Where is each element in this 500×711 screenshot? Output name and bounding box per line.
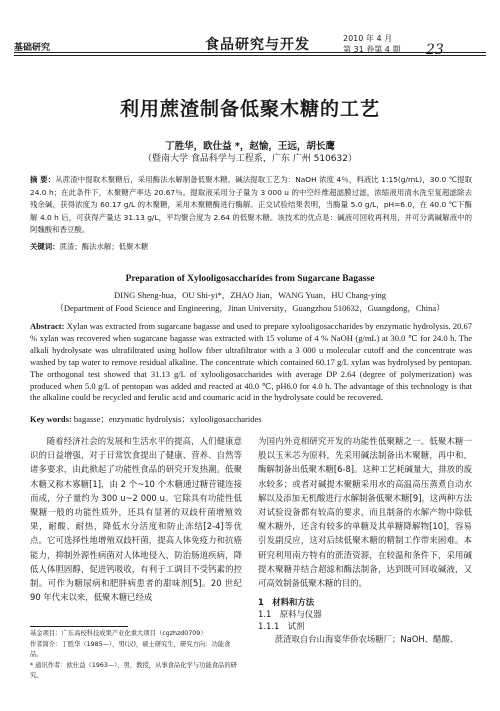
- header-rule: [14, 52, 486, 53]
- article-title: 利用蔗渣制备低聚木糖的工艺: [119, 98, 380, 120]
- english-authors: DING Sheng-hua，OU Shi-yi*，ZHAO Jian，WANG Yuan，HU Chang-ying: [114, 290, 386, 300]
- keywords-cn-text: 蔗渣；酶法水解；低聚木糖: [59, 242, 149, 251]
- page-number: 23: [426, 42, 444, 58]
- english-affiliation: （Department of Food Science and Engineering，Jinan University，Guangzhou 510632，Guangdong，China）: [55, 303, 445, 313]
- header-rule-thin: [14, 55, 486, 56]
- journal-title: 食品研究与开发: [205, 37, 310, 53]
- body-paragraph-reagents: 蔗渣取自台山海宴华侨农场糖厂；NaOH、醋酸、: [274, 634, 459, 645]
- footnote-rule: [30, 626, 128, 627]
- affiliation: （暨南大学 食品科学与工程系，广东 广州 510632）: [143, 154, 357, 164]
- section-heading-1: 1 材料和方法: [258, 597, 315, 608]
- subsection-heading-1-1-1: 1.1.1 试剂: [258, 621, 305, 632]
- abstract-cn-text: 从蔗渣中提取木聚糖后，采用酶法水解制备低聚木糖。碱法提取工艺为：NaOH 浓度 4％，料液比 1:15(g/mL)，30.0 ℃提取 24.0 h；在此条件下，木聚糖产率达 20.67％。提取液采用分子量为 3 000 u 的中空纤维超滤膜过滤，浓缩液用清水洗至复超滤除去残余碱，获得浓度为 60.17 g/L 的木聚糖，采用木聚糖酶进行酶解。正交试验结果表明，当酶量 5.0 g/L，pH=6.0，在 40.0 ℃下酶解 4.0 h 后，可获得产量达 31.13 g/L，平均聚合度为 2.64 的低聚木糖。该技术的优点是：碱液可回收再利用，并可分离碱解液中的阿魏酸和香豆酸。: [30, 175, 472, 235]
- authors: 丁胜华，欧仕益 *，赵愉，王远，胡长鹰: [165, 141, 335, 152]
- issue-date: 2010 年 4 月: [343, 34, 393, 43]
- subsection-heading-1-1: 1.1 原料与仪器: [258, 609, 322, 620]
- footnotes: [30, 629, 242, 682]
- english-title: Preparation of Xylooligosaccharides from Sugarcane Bagasse: [125, 274, 375, 284]
- abstract-cn-label: 摘 要：: [30, 175, 56, 184]
- footnote-author: 作者简介：丁胜华（1985—），男(汉)，硕士研究生，研究方向：功能食品。: [30, 640, 231, 658]
- keywords-en: [30, 413, 472, 425]
- footnote-fund: 基金项目：广东高校科技成果产业化重大项目（cgzhzd0709）: [30, 630, 207, 637]
- keywords-en-text: bagasse；enzymatic hydrolysis；xylooligosaccharides: [73, 414, 262, 424]
- abstract-cn: [30, 174, 472, 237]
- body-paragraph-continued: 为国内外竞相研究开发的功能性低聚糖之一。低聚木糖一般以玉米芯为原料，先采用碱法制备出木聚糖，再中和，酶解制备出低聚木糖[6-8]。这种工艺耗碱量大，排放的废水较多；或者对碱提木聚糖采用水的高温高压蒸煮自动水解以及添加无机酸进行水解制备低聚木糖[9]，这两种方法对试验设备都有较高的要求，而且制备的水解产物中除低聚木糖外，还含有较多的单糖及其单糖降解物[10]，容易引发副反应，这对后续低聚木糖的精制工作带来困难。本研究利用南方特有的蔗渣资源，在较温和条件下，采用碱提木聚糖并结合超滤和酶法制备，达到既可回收碱液，又可高效制备低聚木糖的目的。: [258, 436, 472, 589]
- abstract-en: [30, 321, 472, 404]
- footnote-corresponding: * 通讯作者：欧仕益（1963—），男，教授，从事食品化学与功能食品的研究。: [30, 661, 237, 679]
- body-column-left: [30, 434, 242, 604]
- keywords-en-label: Key words:: [30, 414, 72, 424]
- keywords-cn-label: 关键词：: [30, 242, 60, 251]
- abstract-en-text: Xylan was extracted from sugarcane bagasse and used to prepare xylooligosaccharides by enzymatic hydrolysis. 20.67 % xylan was recovered when sugarcane bagasse was extracted with 15 volume of 4 % NaOH (g/mL) at 30.0 ℃ for 24.0 h. The alkali hydrolysate was ultrafiltrated using hollow fiber ultrafiltrator with a 3 000 u molecular cutoff and the concentrate was washed by tap water to remove residual alkaline. The concentrate which contained 60.17 g/L xylan was hydrolysed by pentopan. The orthogonal test showed that 31.13 g/L of xylooligosaccharides with average DP 2.64 (degree of polymerization) was produced when 5.0 g/L of pentopan was added and reacted at 40.0 ℃, pH6.0 for 4.0 h. The advantage of this technology is that the alkaline could be recycled and ferulic acid and coumaric acid in the hydrolysate could be recovered.: [30, 321, 472, 403]
- section-label: 基础研究: [14, 43, 51, 53]
- body-paragraph-intro: 随着经济社会的发展和生活水平的提高，人们健康意识的日益增强，对于日常饮食提出了健康、营养、自然等诸多要求，由此掀起了功能性食品的研究开发热潮。低聚木糖又称木寡糖[1]，由 2 个~10 个木糖通过糖苷键连接而成，分子量约为 300 u~2 000 u。它除具有功能性低聚糖一般的功能性质外，还具有显著的双歧杆菌增殖效果，耐酸、耐热，降低水分活度和防止冻结[2-4]等优点。它可选择性地增殖双歧杆菌，提高人体免疫力和抗癌能力，抑制外源性病菌对人体地侵入，防治肠道疾病，降低人体胆固醇，促进钙吸收，有利于工调目不受钙素的控制。可作为糖尿病和肥胖病患者的甜味剂[5]。20 世纪 90 年代末以来，低聚木糖已经成: [30, 436, 242, 603]
- keywords-cn: [30, 241, 472, 252]
- body-column-right: [258, 434, 472, 646]
- issue-volume: 第 31 卷第 4 期: [343, 45, 401, 54]
- abstract-en-label: Abstract:: [30, 321, 65, 331]
